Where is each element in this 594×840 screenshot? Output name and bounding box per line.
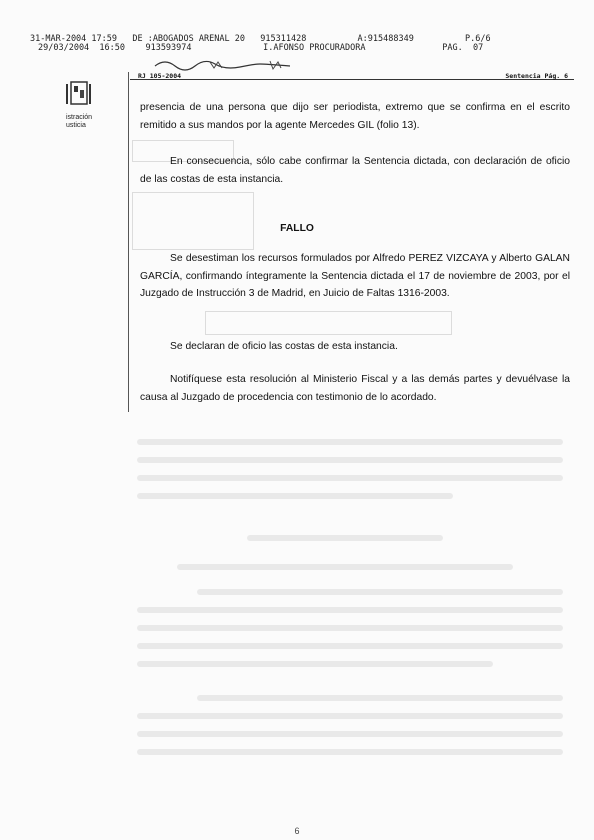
- fax-header-line-2: 29/03/2004 16:50 913593974 I.AFONSO PROCURADORA PAG. 07: [38, 43, 484, 53]
- case-reference: RJ 105-2004: [138, 72, 182, 80]
- faded-stamp: [132, 192, 254, 250]
- bleed-through-lines: [0, 420, 594, 840]
- page-header: Sentencia Pág. 6: [505, 72, 568, 80]
- page-number: 6: [294, 826, 300, 836]
- paragraph-2: En consecuencia, sólo cabe confirmar la Sentencia dictada, con declaración de oficio de las costas de esta instancia.: [140, 156, 570, 185]
- paragraph-3-block: [140, 250, 570, 303]
- paragraph-5: Notifíquese esta resolución al Ministerio Fiscal y a las demás partes y devuélvase la causa al Juzgado de procedencia con testimonio de lo acordado.: [140, 374, 570, 403]
- paragraph-1: presencia de una persona que dijo ser periodista, extremo que se confirma en el escrito remitido a sus mandos por la agente Mercedes GIL (folio 13).: [140, 102, 570, 131]
- paragraph-4-block: [140, 338, 570, 356]
- scribble-mark: [150, 54, 330, 74]
- document-body: [140, 99, 570, 134]
- sidebar-label-1: istración: [66, 114, 93, 121]
- paragraph-4: Se declaran de oficio las costas de esta instancia.: [170, 341, 398, 352]
- margin-rule: [128, 72, 129, 412]
- paragraph-3: Se desestiman los recursos formulados por Alfredo PEREZ VIZCAYA y Alberto GALAN GARCÍA, confirmando íntegramente la Sentencia dictada el 17 de noviembre de 2003, por el Juzgado de Instrucción 3 de Madrid, en Juicio de Faltas 1316-2003.: [140, 253, 570, 299]
- fax-header-line-1: 31-MAR-2004 17:59 DE :ABOGADOS ARENAL 20 915311428 A:915488349 P.6/6: [30, 34, 491, 44]
- paragraph-5-block: [140, 371, 570, 406]
- sidebar-label-2: usticia: [66, 122, 86, 129]
- paragraph-2-block: [140, 153, 570, 188]
- faded-stamp: [205, 311, 452, 335]
- coat-of-arms-logo: [63, 78, 93, 110]
- section-heading-fallo: FALLO: [280, 223, 314, 234]
